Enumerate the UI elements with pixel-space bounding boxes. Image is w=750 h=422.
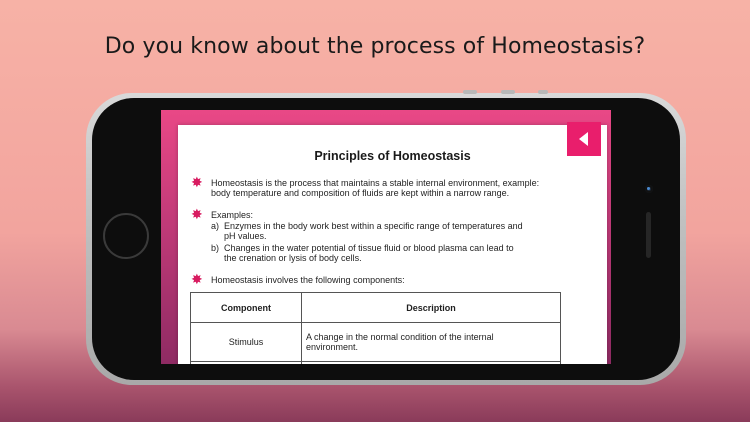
description-cell: A change in the normal condition of the internal environment.	[302, 323, 561, 362]
volume-up-button	[463, 90, 477, 94]
headline: Do you know about the process of Homeostasis?	[104, 34, 646, 59]
description-cell	[302, 362, 561, 365]
home-button[interactable]	[103, 213, 149, 259]
back-button[interactable]	[567, 122, 601, 156]
example-item: b) Changes in the water potential of tissue fluid or blood plasma can lead to the crenation or lysis of body cells.	[211, 243, 514, 263]
volume-down-button	[501, 90, 515, 94]
table-header-row	[191, 293, 561, 323]
component-cell	[191, 362, 302, 365]
component-cell: Stimulus	[191, 323, 302, 362]
camera-icon	[645, 185, 653, 193]
speaker-grille	[646, 212, 651, 258]
table-row	[191, 323, 561, 362]
column-header: Description	[302, 293, 561, 323]
star-bullet-icon: ✸	[191, 174, 203, 190]
components-table	[190, 292, 561, 364]
star-bullet-icon: ✸	[191, 271, 203, 287]
bullet-text: Homeostasis involves the following components:	[211, 275, 405, 285]
star-bullet-icon: ✸	[191, 206, 203, 222]
app-screen	[161, 110, 611, 364]
table-row	[191, 362, 561, 365]
page-title: Principles of Homeostasis	[314, 149, 471, 163]
mute-switch	[538, 90, 548, 94]
content-card	[178, 125, 607, 364]
bullet-text: Homeostasis is the process that maintains a stable internal environment, example: body temperature and composition of fluids are kept within a narrow range.	[211, 178, 540, 198]
example-item: a) Enzymes in the body work best within a specific range of temperatures and pH values.	[211, 221, 523, 241]
bullet-text: Examples:	[211, 210, 254, 220]
column-header: Component	[191, 293, 302, 323]
chevron-left-icon	[577, 131, 591, 147]
